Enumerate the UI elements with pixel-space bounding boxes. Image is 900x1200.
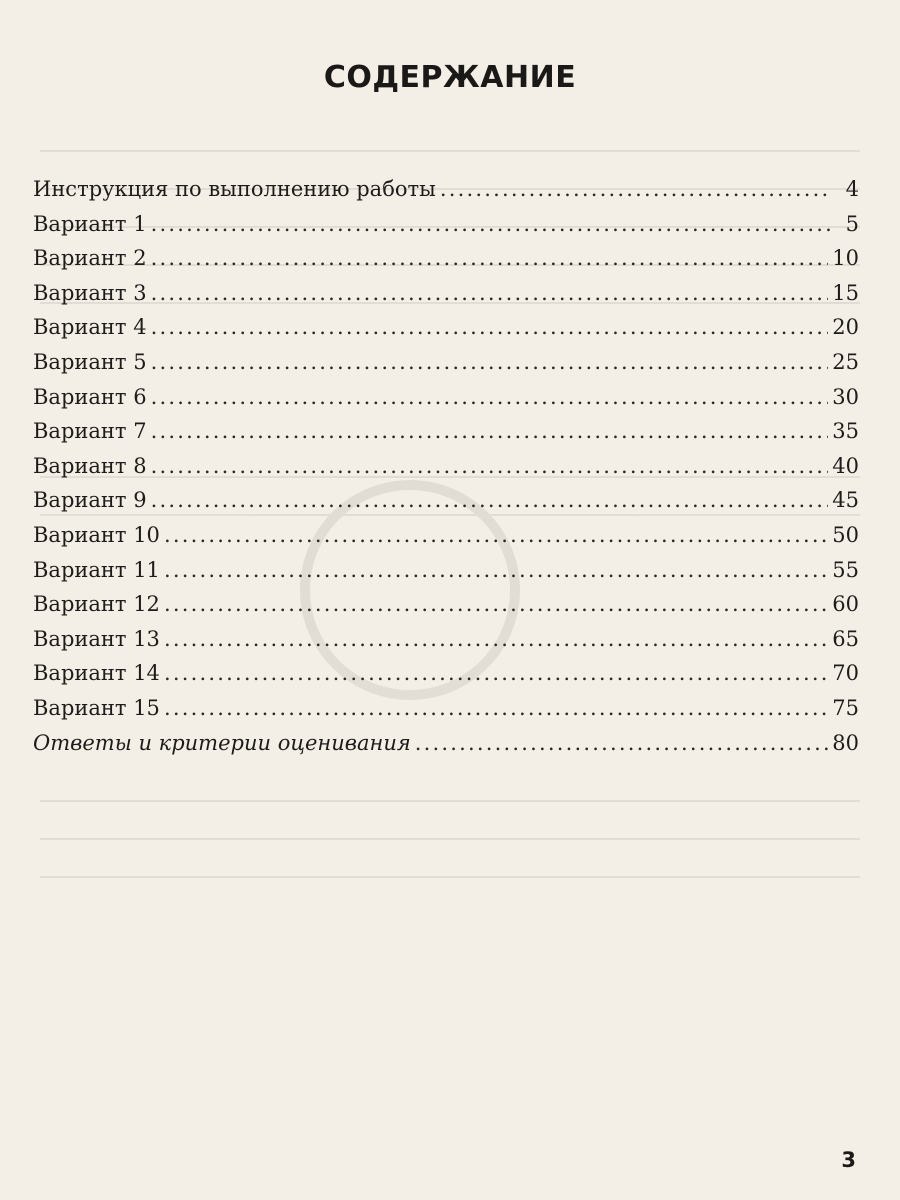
toc-entry-page-number: 60 bbox=[832, 592, 859, 617]
toc-entry[interactable] bbox=[33, 414, 859, 449]
toc-entry-page-number: 4 bbox=[845, 177, 859, 201]
toc-entry[interactable] bbox=[33, 656, 859, 691]
toc-dot-leader bbox=[151, 414, 829, 449]
toc-entry[interactable] bbox=[33, 587, 859, 622]
toc-entry[interactable] bbox=[33, 241, 859, 276]
toc-entry[interactable] bbox=[33, 622, 859, 657]
toc-dot-leader bbox=[164, 622, 828, 657]
toc-dot-leader bbox=[151, 241, 829, 276]
toc-entry-label: Вариант 10 bbox=[33, 522, 160, 547]
toc-entry-page-number: 20 bbox=[832, 315, 859, 340]
toc-entry-page-number: 45 bbox=[832, 488, 859, 513]
toc-entry[interactable] bbox=[33, 310, 859, 345]
toc-entry-page-number: 15 bbox=[832, 280, 859, 305]
bleed-line bbox=[40, 876, 860, 878]
toc-entry-label: Вариант 7 bbox=[33, 419, 147, 444]
toc-entry-label: Ответы и критерии оценивания bbox=[33, 730, 411, 755]
toc-entry-page-number: 10 bbox=[832, 246, 859, 271]
toc-entry-label: Вариант 9 bbox=[33, 488, 147, 513]
toc-entry[interactable] bbox=[33, 207, 859, 242]
toc-entry[interactable] bbox=[33, 518, 859, 553]
toc-entry[interactable] bbox=[33, 380, 859, 415]
toc-dot-leader bbox=[151, 310, 829, 345]
bleed-line bbox=[40, 800, 860, 802]
toc-dot-leader bbox=[415, 726, 828, 761]
toc-entry-page-number: 65 bbox=[832, 626, 859, 651]
toc-entry-page-number: 40 bbox=[832, 453, 859, 478]
toc-entry-label: Вариант 4 bbox=[33, 315, 147, 340]
toc-dot-leader bbox=[151, 276, 829, 311]
toc-entry-page-number: 30 bbox=[832, 384, 859, 409]
toc-dot-leader bbox=[151, 483, 829, 518]
toc-entry[interactable] bbox=[33, 691, 859, 726]
toc-entry[interactable] bbox=[33, 483, 859, 518]
toc-dot-leader bbox=[164, 518, 828, 553]
toc-entry-label: Вариант 2 bbox=[33, 246, 147, 271]
toc-entry-label: Вариант 5 bbox=[33, 349, 147, 374]
bleed-line bbox=[40, 150, 860, 152]
page-number: 3 bbox=[841, 1148, 856, 1172]
toc-entry-label: Вариант 12 bbox=[33, 592, 160, 617]
toc-entry-label: Инструкция по выполнению работы bbox=[33, 177, 436, 201]
toc-dot-leader bbox=[151, 380, 829, 415]
toc-dot-leader bbox=[151, 207, 831, 242]
toc-dot-leader bbox=[164, 656, 828, 691]
toc-entry[interactable] bbox=[33, 172, 859, 207]
page-title: СОДЕРЖАНИЕ bbox=[323, 60, 577, 95]
table-of-contents bbox=[33, 172, 859, 760]
toc-entry[interactable] bbox=[33, 726, 859, 761]
toc-entry-label: Вариант 6 bbox=[33, 384, 147, 409]
toc-entry-page-number: 55 bbox=[832, 557, 859, 582]
toc-entry[interactable] bbox=[33, 276, 859, 311]
toc-entry[interactable] bbox=[33, 449, 859, 484]
toc-entry-label: Вариант 1 bbox=[33, 211, 147, 236]
toc-entry-label: Вариант 11 bbox=[33, 557, 160, 582]
toc-dot-leader bbox=[164, 691, 828, 726]
toc-entry-label: Вариант 14 bbox=[33, 661, 160, 686]
toc-entry[interactable] bbox=[33, 345, 859, 380]
toc-entry-page-number: 75 bbox=[832, 695, 859, 720]
toc-entry[interactable] bbox=[33, 553, 859, 588]
toc-entry-page-number: 50 bbox=[832, 522, 859, 547]
toc-entry-label: Вариант 13 bbox=[33, 626, 160, 651]
toc-dot-leader bbox=[151, 345, 829, 380]
toc-entry-label: Вариант 8 bbox=[33, 453, 147, 478]
toc-dot-leader bbox=[151, 449, 829, 484]
toc-entry-label: Вариант 15 bbox=[33, 695, 160, 720]
bleed-line bbox=[40, 838, 860, 840]
toc-entry-page-number: 70 bbox=[832, 661, 859, 686]
toc-entry-page-number: 5 bbox=[845, 211, 859, 236]
toc-entry-page-number: 80 bbox=[832, 730, 859, 755]
toc-dot-leader bbox=[164, 587, 828, 622]
toc-dot-leader bbox=[440, 172, 831, 207]
toc-entry-label: Вариант 3 bbox=[33, 280, 147, 305]
toc-entry-page-number: 35 bbox=[832, 419, 859, 444]
toc-entry-page-number: 25 bbox=[832, 349, 859, 374]
toc-dot-leader bbox=[164, 553, 828, 588]
